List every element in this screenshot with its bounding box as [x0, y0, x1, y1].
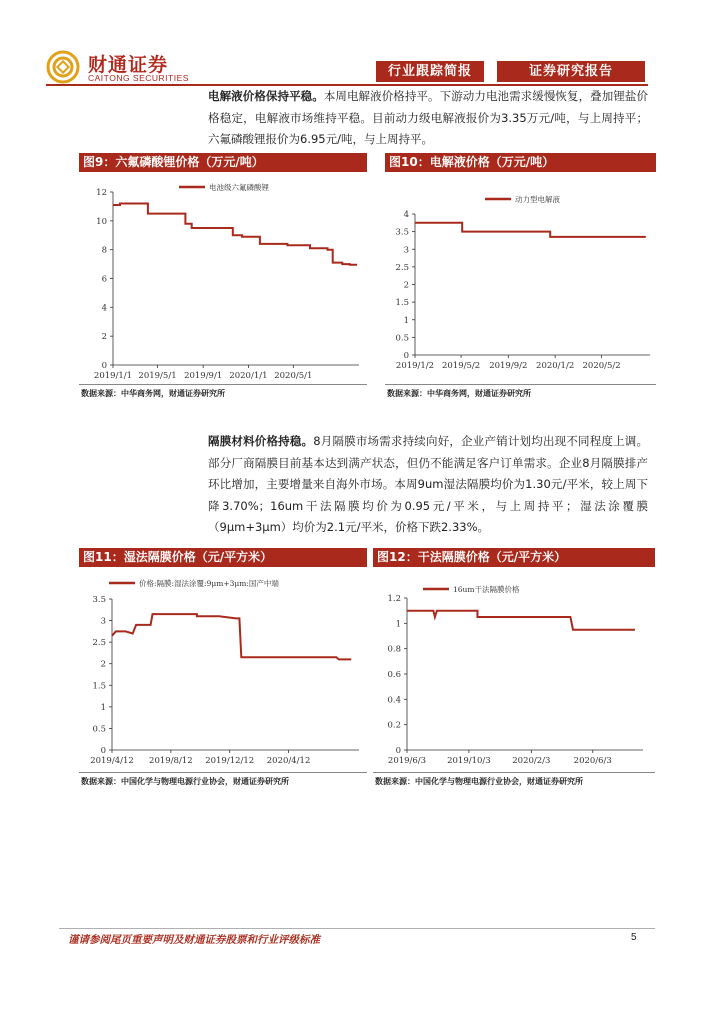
header-tag-report: 证券研究报告 — [497, 61, 645, 82]
x-tick-label: 2020/1/1 — [229, 371, 268, 381]
brand-name-en: CAITONG SECURITIES — [88, 73, 189, 83]
legend-label: 电池级六氟磷酸锂 — [209, 183, 269, 192]
x-tick-label: 2019/5/1 — [138, 371, 177, 381]
separator-paragraph-lead: 隔膜材料价格持稳。 — [208, 434, 314, 448]
y-tick-label: 2 — [403, 280, 409, 291]
figure-11-title: 图11：湿法隔膜价格（元/平方米） — [79, 548, 367, 567]
x-tick-label: 2020/1/2 — [536, 361, 575, 371]
y-tick-label: 0.2 — [387, 720, 401, 731]
legend-label: 动力型电解液 — [515, 195, 560, 204]
y-tick-label: 2.5 — [395, 262, 409, 273]
x-tick-label: 2019/6/3 — [387, 756, 427, 766]
y-tick-label: 1 — [403, 315, 409, 326]
y-tick-label: 6 — [101, 274, 107, 285]
y-tick-label: 0.4 — [387, 695, 401, 706]
y-tick-label: 0.5 — [395, 333, 409, 344]
y-tick-label: 1.2 — [387, 594, 401, 604]
x-tick-label: 2019/12/12 — [205, 756, 255, 766]
x-tick-label: 2019/9/2 — [489, 361, 528, 371]
figure-11-source: 数据来源：中国化学与物理电源行业协会，财通证券研究所 — [81, 777, 289, 786]
page-number: 5 — [631, 932, 637, 943]
y-tick-label: 10 — [96, 216, 107, 227]
figure-11-chart — [79, 567, 367, 772]
x-tick-label: 2019/10/3 — [447, 756, 491, 766]
y-tick-label: 0 — [100, 746, 106, 756]
figure-12-title: 图12：干法隔膜价格（元/平方米） — [373, 548, 655, 567]
y-tick-label: 2 — [101, 332, 107, 343]
y-tick-label: 8 — [101, 245, 107, 256]
electrolyte-paragraph-lead: 电解液价格保持平稳。 — [208, 89, 324, 103]
y-tick-label: 1.5 — [395, 298, 409, 309]
y-tick-label: 0.5 — [92, 724, 106, 735]
legend-label: 价格:隔膜:湿法涂覆:9μm+3μm:国产中端 — [139, 579, 279, 588]
x-tick-label: 2019/4/12 — [90, 756, 134, 766]
figure-10-rule — [385, 384, 656, 385]
separator-paragraph-body: 8月隔膜市场需求持续向好，企业产销计划均出现不同程度上调。部分厂商隔膜目前基本达到满产状态，但仍不能满足客户订单需求。企业8月隔膜排产环比增加，主要增量来自海外市场。本周9um湿法隔膜均价为1.30元/平米，较上周下降3.70%；16um干法隔膜均价为0.95元/平米，与上周持平；湿法涂覆膜（9μm+3μm）均价为2.1元/平米，价格下跌2.33%。 — [208, 434, 648, 534]
y-tick-label: 3 — [100, 616, 106, 627]
y-tick-label: 2 — [100, 659, 106, 670]
x-tick-label: 2019/5/2 — [441, 361, 481, 371]
y-tick-label: 0.8 — [387, 644, 401, 655]
figure-9-title: 图9：六氟磷酸锂价格（万元/吨） — [79, 153, 367, 172]
y-tick-label: 0.6 — [387, 670, 401, 680]
series-line — [407, 611, 635, 630]
y-tick-label: 12 — [96, 188, 107, 198]
y-tick-label: 0 — [403, 351, 409, 361]
electrolyte-paragraph-body: 本周电解液价格持平。下游动力电池需求缓慢恢复，叠加锂盐价格稳定，电解液市场维持平稳。目前动力级电解液报价为3.35万元/吨，与上周持平；六氟磷酸锂报价为6.95元/吨，与上周持平。 — [208, 89, 648, 146]
series-line — [415, 223, 646, 237]
figure-12-rule — [373, 772, 655, 773]
footer-divider — [59, 928, 655, 929]
x-tick-label: 2020/6/3 — [573, 756, 612, 766]
y-tick-label: 4 — [403, 210, 409, 220]
brand-name-cn: 财通证券 — [88, 54, 169, 76]
y-tick-label: 3.5 — [92, 595, 106, 605]
x-tick-label: 2019/1/1 — [93, 371, 133, 381]
x-tick-label: 2020/5/2 — [582, 361, 621, 371]
y-tick-label: 4 — [101, 303, 107, 314]
y-tick-label: 1.5 — [92, 681, 106, 692]
x-tick-label: 2019/8/12 — [149, 756, 193, 766]
figure-12-source: 数据来源：中国化学与物理电源行业协会，财通证券研究所 — [375, 777, 583, 786]
series-line — [112, 614, 351, 659]
y-tick-label: 2.5 — [92, 638, 106, 649]
figure-10-chart — [385, 172, 656, 384]
legend-label: 16um干法隔膜价格 — [453, 585, 520, 594]
y-tick-label: 0 — [395, 746, 401, 756]
figure-9-chart — [79, 172, 367, 384]
separator-paragraph — [208, 431, 648, 539]
footer-disclaimer: 谨请参阅尾页重要声明及财通证券股票和行业评级标准 — [68, 934, 320, 946]
series-line — [113, 204, 357, 265]
figure-9-rule — [79, 384, 367, 385]
y-tick-label: 3 — [403, 245, 409, 256]
x-tick-label: 2020/2/3 — [512, 756, 551, 766]
y-tick-label: 3.5 — [395, 227, 409, 238]
x-tick-label: 2019/9/1 — [184, 371, 223, 381]
y-tick-label: 1 — [100, 702, 106, 713]
figure-10-title: 图10：电解液价格（万元/吨） — [385, 153, 656, 172]
x-tick-label: 2019/1/2 — [395, 361, 435, 371]
y-tick-label: 0 — [101, 361, 107, 371]
x-tick-label: 2020/5/1 — [274, 371, 313, 381]
figure-9-source: 数据来源：中华商务网，财通证券研究所 — [81, 389, 225, 398]
caitong-logo-icon — [46, 50, 80, 84]
header-tag-brief: 行业跟踪简报 — [376, 61, 484, 82]
figure-11-rule — [79, 772, 367, 773]
y-tick-label: 1 — [395, 619, 401, 630]
x-tick-label: 2020/4/12 — [266, 756, 311, 766]
figure-10-source: 数据来源：中华商务网，财通证券研究所 — [387, 389, 531, 398]
electrolyte-paragraph — [208, 86, 648, 151]
figure-12-chart — [373, 567, 655, 772]
